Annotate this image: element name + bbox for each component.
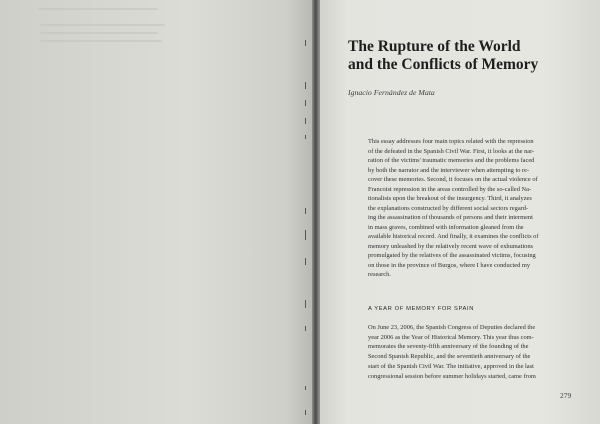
abstract-line: tionalists upon the breakout of the insurgency. Third, it analyzes (368, 195, 532, 202)
gutter-mark (305, 82, 306, 89)
body-line: Second Spanish Republic, and the seventieth anniversary of the (368, 353, 531, 361)
gutter-mark (305, 300, 306, 308)
abstract-line: of the defeated in the Spanish Civil War. First, it looks at the nar- (368, 147, 535, 155)
author-name: Ignacio Fernández de Mata (348, 88, 435, 97)
abstract-line: This essay addresses four main topics related with the repression (368, 138, 534, 145)
right-page (320, 0, 600, 424)
abstract-line: Francoist repression in the areas controlled by the so-called Na- (368, 185, 532, 193)
gutter-mark (305, 410, 306, 415)
gutter-mark (305, 326, 306, 331)
body-paragraph (368, 323, 578, 381)
abstract-line: by both the narrator and the interviewer when attempting to re- (368, 166, 530, 174)
gutter-mark (305, 135, 306, 139)
gutter-mark (305, 386, 306, 390)
body-line: memorates the seventy-fifth anniversary of the founding of the (368, 343, 529, 351)
chapter-title-line: The Rupture of the World (348, 38, 521, 55)
gutter-mark (305, 208, 306, 214)
body-line: start of the Spanish Civil War. The initiative, approved in the last (368, 362, 534, 370)
chapter-title (348, 38, 588, 74)
gutter-mark (305, 40, 306, 46)
abstract-line: memory unleashed by the relatively recent wave of exhumations (368, 242, 534, 250)
abstract-line: ration of the victims' traumatic memories and the problems faced (368, 157, 535, 164)
gutter-mark (305, 100, 306, 106)
gutter-mark (305, 118, 306, 124)
gutter-mark (305, 230, 306, 240)
abstract-line: promulgated by the relatives of the assassinated victims, focusing (368, 252, 536, 259)
section-heading: A YEAR OF MEMORY FOR SPAIN (368, 306, 475, 312)
abstract-line: in mass graves, combined with information gleaned from the (368, 223, 524, 231)
abstract-line: ing the assassination of thousands of persons and their interment (368, 214, 533, 221)
abstract-line: on those in the province of Burgos, where I have conducted my (368, 261, 531, 269)
abstract (368, 137, 578, 280)
abstract-line: available historical record. And finally, it examines the conflicts of (368, 233, 539, 240)
abstract-line: the explanations constructed by different social sectors regard- (368, 204, 529, 212)
page-number: 279 (560, 391, 572, 400)
abstract-line: cover these memories. Second, it focuses on the actual violence of (368, 176, 538, 183)
body-line: On June 23, 2006, the Spanish Congress of Deputies declared the (368, 324, 536, 331)
abstract-line: research. (368, 271, 391, 278)
body-line: year 2006 as the Year of Historical Memory. This year thus com- (368, 333, 534, 341)
chapter-title-line: and the Conflicts of Memory (348, 56, 539, 73)
gutter-mark (305, 258, 306, 265)
body-line: congressional session before summer holidays started, came from (368, 372, 536, 380)
book-gutter (312, 0, 320, 424)
